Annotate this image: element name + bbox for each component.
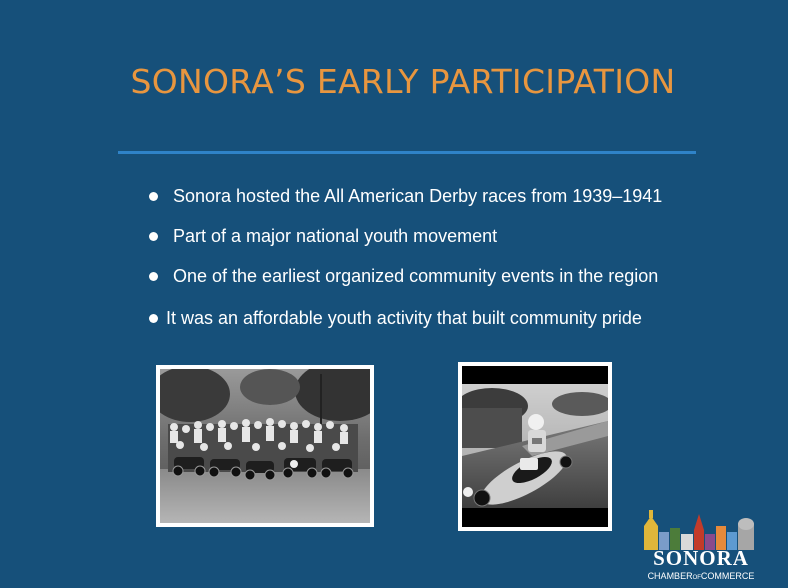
- logo-tagline-of: OF: [692, 575, 701, 581]
- logo-tagline-commerce: COMMERCE: [700, 571, 755, 581]
- bullet-item: [148, 298, 662, 338]
- racer-photo: [458, 362, 612, 531]
- logo-name: SONORA: [653, 546, 749, 570]
- logo-tagline-chamber: CHAMBER: [647, 571, 693, 581]
- bullet-dot-icon: [149, 314, 158, 323]
- bullet-dot-icon: [149, 272, 158, 281]
- bullet-item: [148, 256, 662, 296]
- title-divider: [118, 151, 696, 154]
- slide-title: SONORA’S EARLY PARTICIPATION: [130, 62, 676, 101]
- bullet-text: Part of a major national youth movement: [173, 226, 498, 246]
- bullet-dot-icon: [149, 192, 158, 201]
- logo-tagline: [648, 571, 755, 581]
- racer-photo-image: [462, 366, 608, 527]
- group-photo-image: [160, 369, 370, 523]
- bullet-text: Sonora hosted the All American Derby races from 1939–1941: [173, 186, 663, 206]
- bullet-list: [148, 176, 662, 338]
- group-photo: [156, 365, 374, 527]
- bullet-text: It was an affordable youth activity that built community pride: [166, 308, 642, 328]
- bullet-dot-icon: [149, 232, 158, 241]
- bullet-text: One of the earliest organized community events in the region: [173, 266, 659, 286]
- sonora-chamber-logo: [640, 508, 762, 582]
- bullet-item: [148, 216, 662, 256]
- bullet-item: [148, 176, 662, 216]
